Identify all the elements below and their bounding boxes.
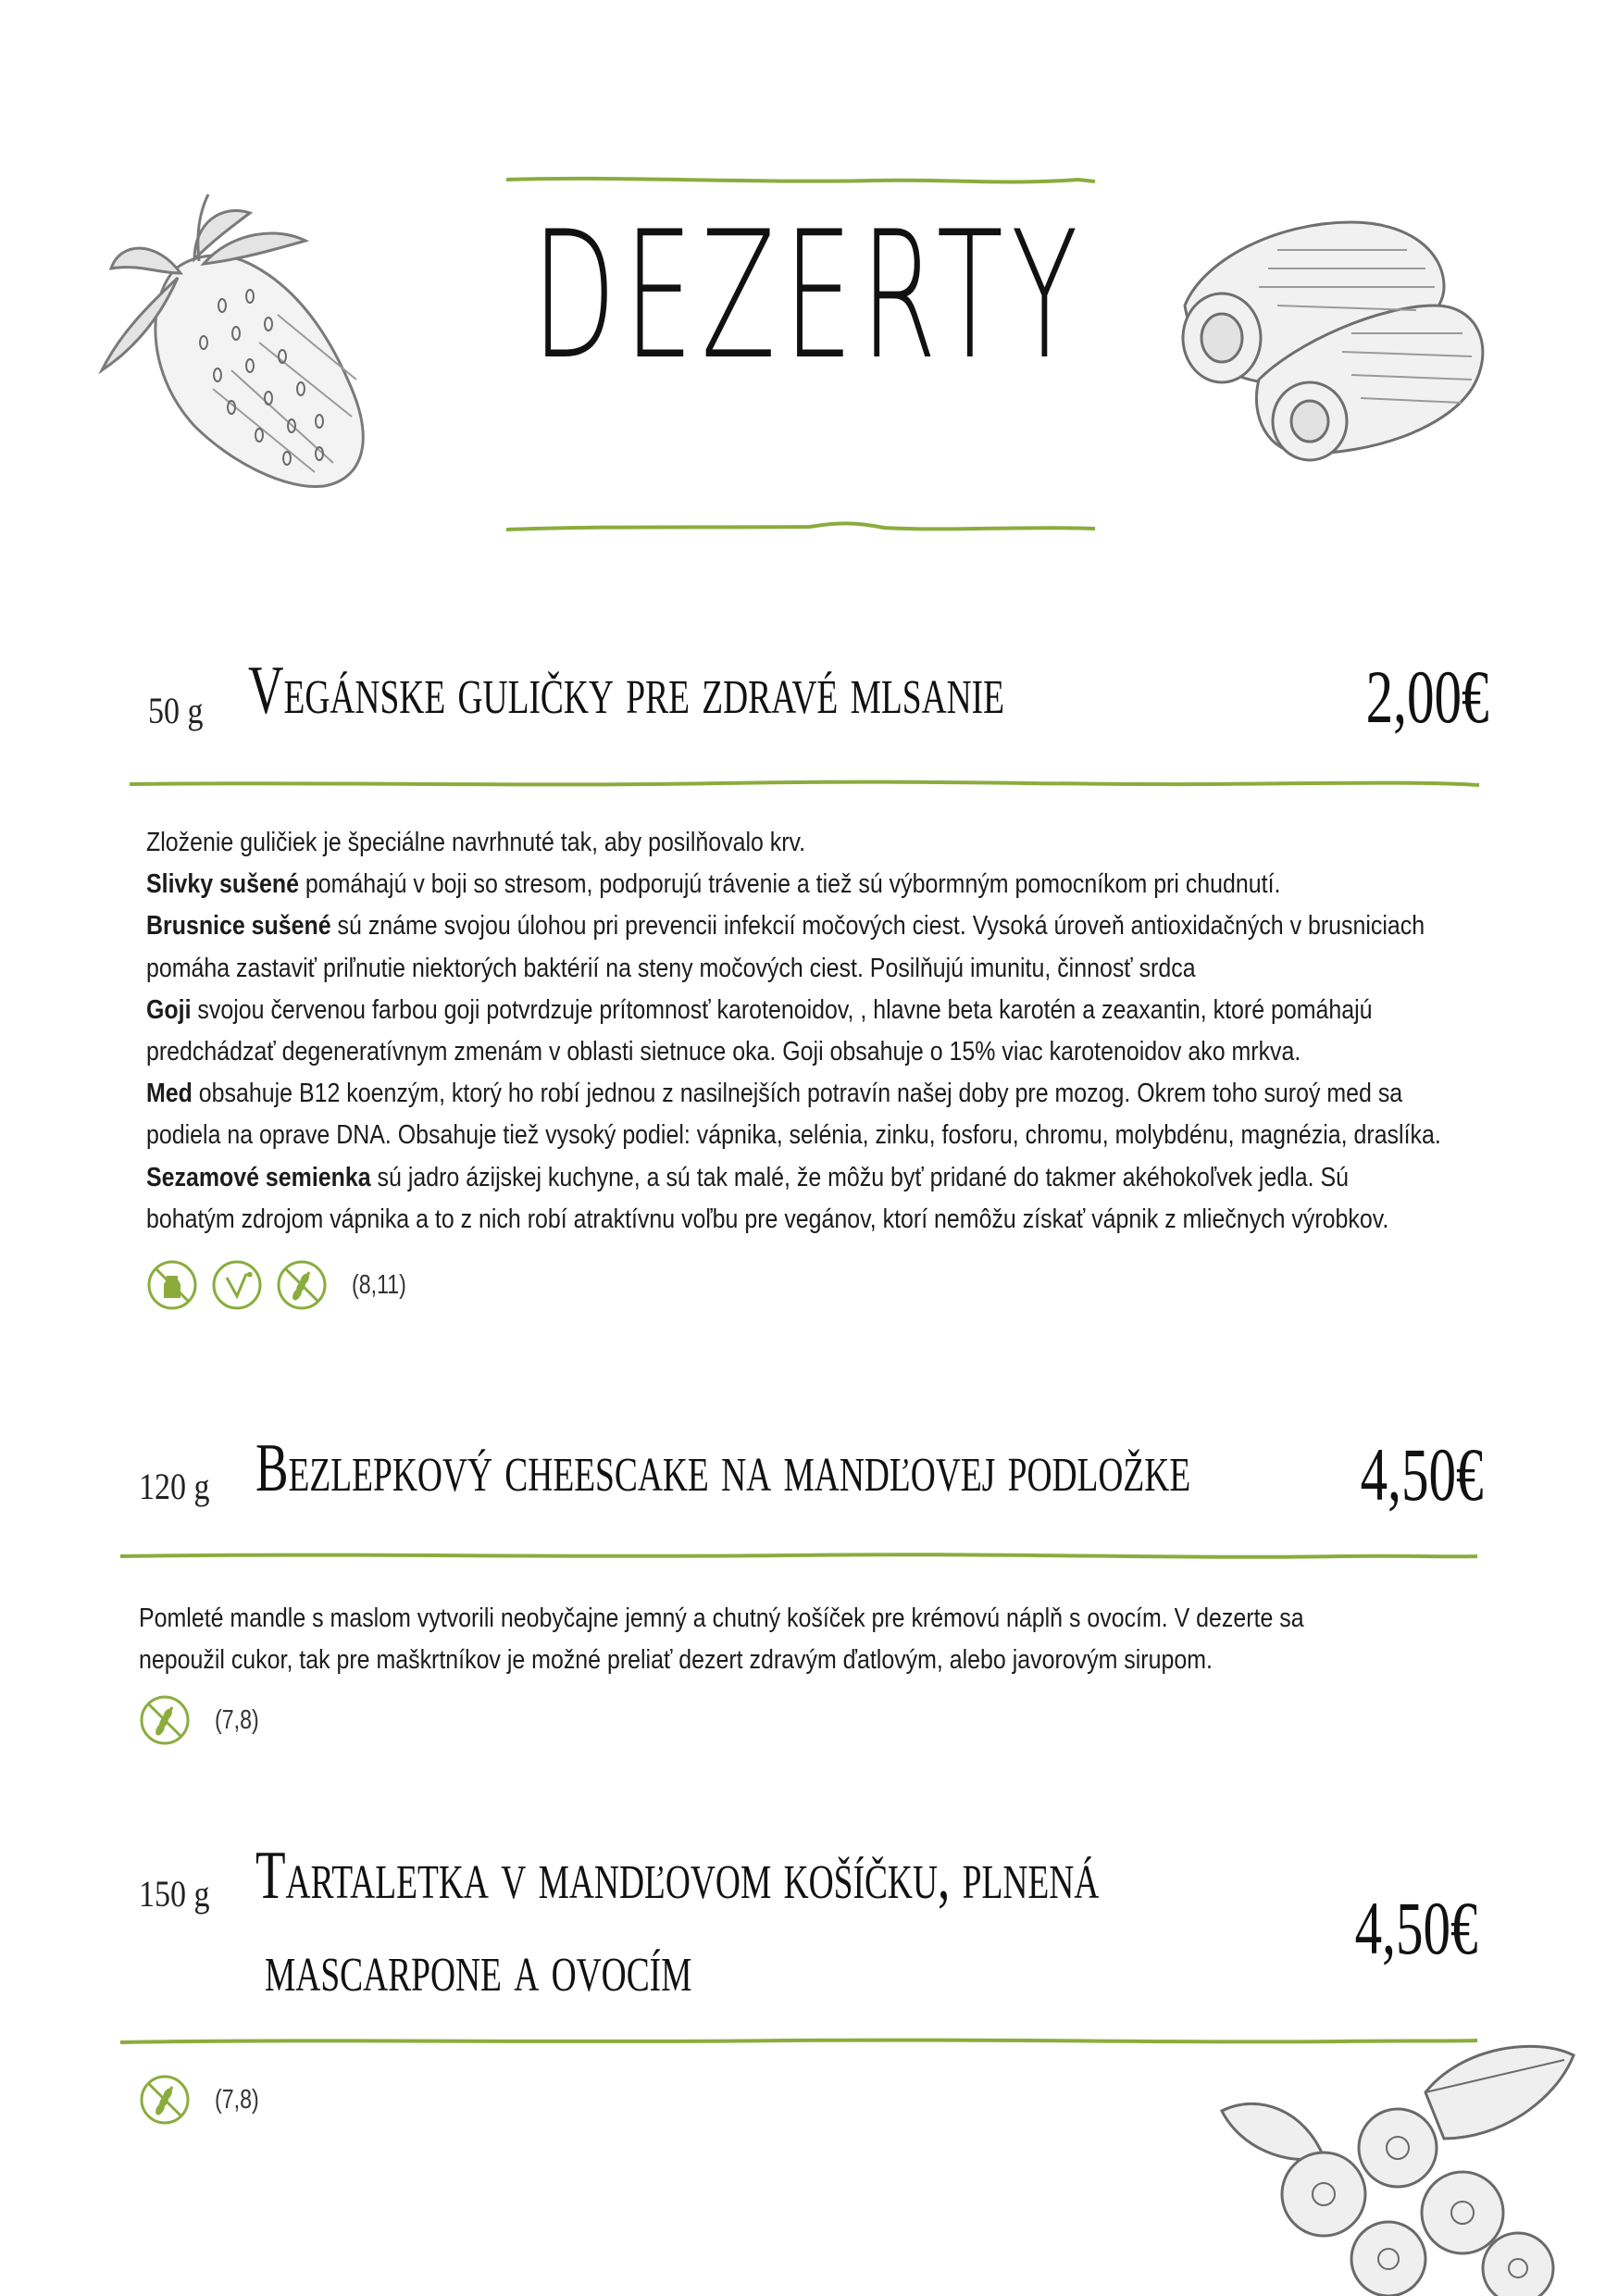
title-top-rule [504, 174, 1097, 187]
desc-line: predchádzať degeneratívnym zmenám v oblasti sietnuce oka. Goji obsahuje o 15% viac karotenoidov ako mrkva. [146, 1037, 1301, 1067]
item-price: 4,50€ [1360, 1432, 1483, 1516]
blueberries-illustration [1203, 2037, 1618, 2296]
desc-line: Med obsahuje B12 koenzým, ktorý ho robí jednou z nasilnejších potravín našej doby pre mozog. Okrem toho suroý med sa [146, 1079, 1403, 1109]
item-price: 2,00€ [1365, 655, 1488, 739]
item-description [139, 1598, 1304, 1681]
item-weight: 50 g [148, 690, 204, 731]
desc-line: podiela na oprave DNA. Obsahuje tiež vysoký podiel: vápnika, selénia, zinku, fosforu, chromu, molybdénu, magnézia, draslíka. [146, 1120, 1441, 1151]
item-weight: 150 g [139, 1873, 210, 1915]
desc-line: Goji svojou červenou farbou goji potvrdzuje prítomnosť karotenoidov, , hlavne beta karotén a zeaxantin, ktoré pomáhajú [146, 994, 1373, 1025]
desc-line: Brusnice sušené sú známe svojou úlohou pri prevencii infekcií močových ciest. Vysoká úroveň antioxidačných v brusniciach [146, 911, 1425, 942]
item-description [146, 822, 1441, 1241]
item-price: 4,50€ [1354, 1886, 1477, 1970]
desc-line: Slivky sušené pomáhajú v boji so stresom, podporujú trávenie a tiež sú výbormným pomocníkom pri chudnutí. [146, 869, 1281, 900]
item-name-continued: mascarpone a ovocím [265, 1930, 692, 2006]
desc-line: Sezamové semienka sú jadro ázijskej kuchyne, a sú tak malé, že môžu byť pridané do takmer akéhokoľvek jedla. Sú [146, 1162, 1349, 1192]
allergen-row [139, 2074, 270, 2126]
item-weight: 120 g [139, 1466, 210, 1507]
gluten-free-icon [139, 2074, 191, 2126]
desc-line: bohatým zdrojom vápnika a to z nich robí atraktívnu voľbu pre vegánov, ktorí nemôžu získať vápnik z mliečnych výrobkov. [146, 1204, 1389, 1234]
desc-line: Zloženie guličiek je špeciálne navrhnuté tak, aby posilňovalo krv. [146, 828, 806, 857]
item-name: Bezlepkový cheescake na mandľovej podložke [255, 1430, 1191, 1506]
lactose-free-icon [146, 1259, 198, 1311]
allergen-codes: (8,11) [352, 1269, 406, 1300]
desc-line: nepoužil cukor, tak pre maškrtníkov je možné preliať dezert zdravým ďatlovým, alebo javorovým sirupom. [139, 1645, 1213, 1676]
item-divider [118, 1548, 1479, 1565]
item-name: Tartaletka v mandľovom košíčku, plnená [255, 1838, 1100, 1914]
gluten-free-icon [276, 1259, 328, 1311]
allergen-row [139, 1694, 270, 1746]
item-divider [118, 2033, 1479, 2050]
allergen-codes: (7,8) [215, 2084, 259, 2115]
title-bottom-rule [504, 518, 1097, 537]
allergen-codes: (7,8) [215, 1704, 259, 1735]
page-title: DEZERTY [531, 193, 1087, 398]
gluten-free-icon [139, 1694, 191, 1746]
item-name: Vegánske guličky pre zdravé mlsanie [248, 653, 1004, 729]
item-divider [128, 776, 1481, 792]
desc-line: Pomleté mandle s maslom vytvorili neobyčajne jemný a chutný košíček pre krémovú náplň s ovocím. V dezerte sa [139, 1603, 1304, 1633]
allergen-row [146, 1259, 420, 1311]
desc-line: pomáha zastaviť priľnutie niektorých baktérií na steny močových ciest. Posilňujú imunitu, činnosť srdca [146, 953, 1196, 983]
vegan-icon [211, 1259, 263, 1311]
